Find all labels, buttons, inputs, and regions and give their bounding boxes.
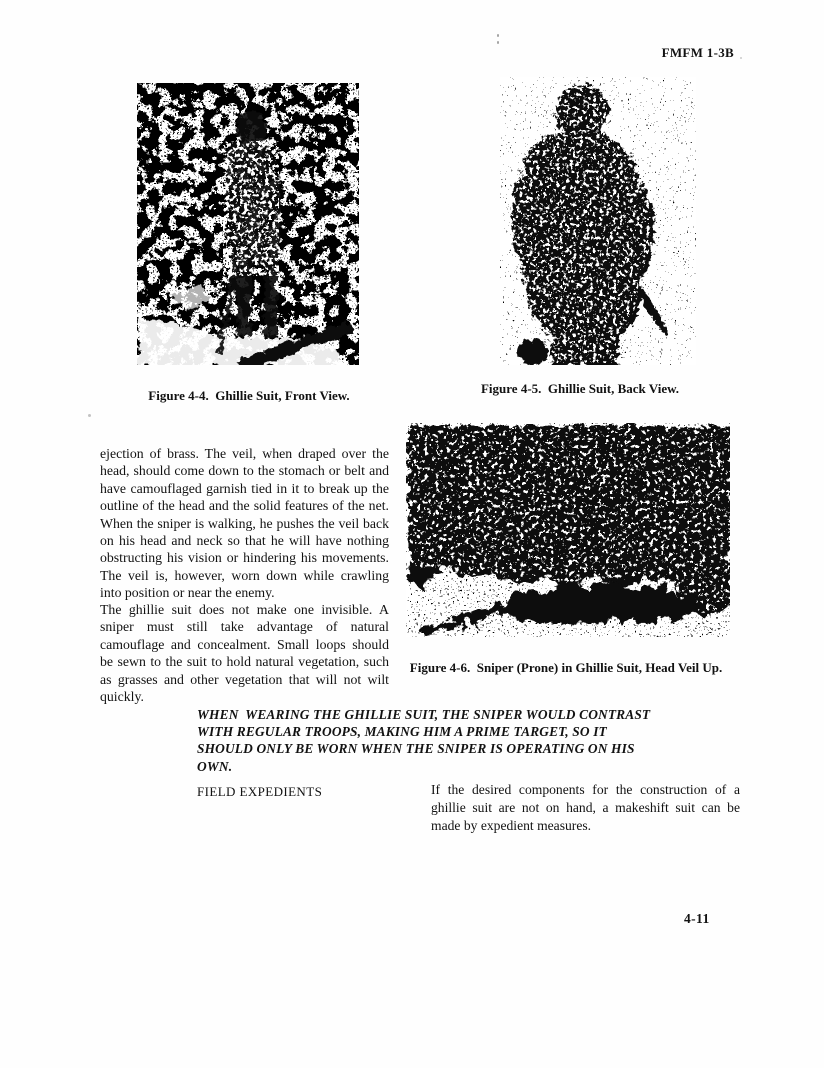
body-paragraph-2: The ghillie suit does not make one invisible. A sniper must still take advantage of natural camouflage and concealment. Small loops should be sewn to the suit to hold natural vegetation, such as grasses and other vegetation that will not wilt quickly. — [100, 602, 389, 705]
section-heading: FIELD EXPEDIENTS — [197, 784, 323, 799]
figure-4-4-caption: Figure 4-4. Ghillie Suit, Front View. — [148, 388, 350, 403]
scan-speck — [497, 41, 499, 44]
scan-speck — [88, 414, 91, 417]
scan-speck — [497, 34, 499, 37]
body-paragraph-1: ejection of brass. The veil, when draped over the head, should come down to the stomach or belt and have camouflaged garnish tied in it to break up the outline of the head and the solid features of the net. When the sniper is walking, he pushes the veil back on his head and neck so that he will have nothing obstructing his vision or hindering his movements. The veil is, however, worn down while crawling into position or near the enemy. — [100, 446, 389, 601]
page-number: 4-11 — [684, 911, 710, 926]
warning-note: WHEN WEARING THE GHILLIE SUIT, THE SNIPER WOULD CONTRAST WITH REGULAR TROOPS, MAKING HIM A PRIME TARGET, SO IT SHOULD ONLY BE WORN WHEN THE SNIPER IS OPERATING ON HIS OWN. — [197, 707, 654, 774]
figure-4-5-caption: Figure 4-5. Ghillie Suit, Back View. — [480, 381, 680, 396]
figure-4-6-photo — [406, 423, 730, 637]
section-text: If the desired components for the construction of a ghillie suit are not on hand, a makeshift suit can be made by expedient measures. — [431, 782, 740, 833]
figure-4-6-caption: Figure 4-6. Sniper (Prone) in Ghillie Suit, Head Veil Up. — [409, 660, 723, 675]
figure-4-4-photo — [137, 83, 359, 365]
page-header: FMFM 1-3B — [661, 45, 734, 60]
figure-4-5-photo — [500, 77, 696, 365]
scan-speck — [740, 57, 742, 59]
